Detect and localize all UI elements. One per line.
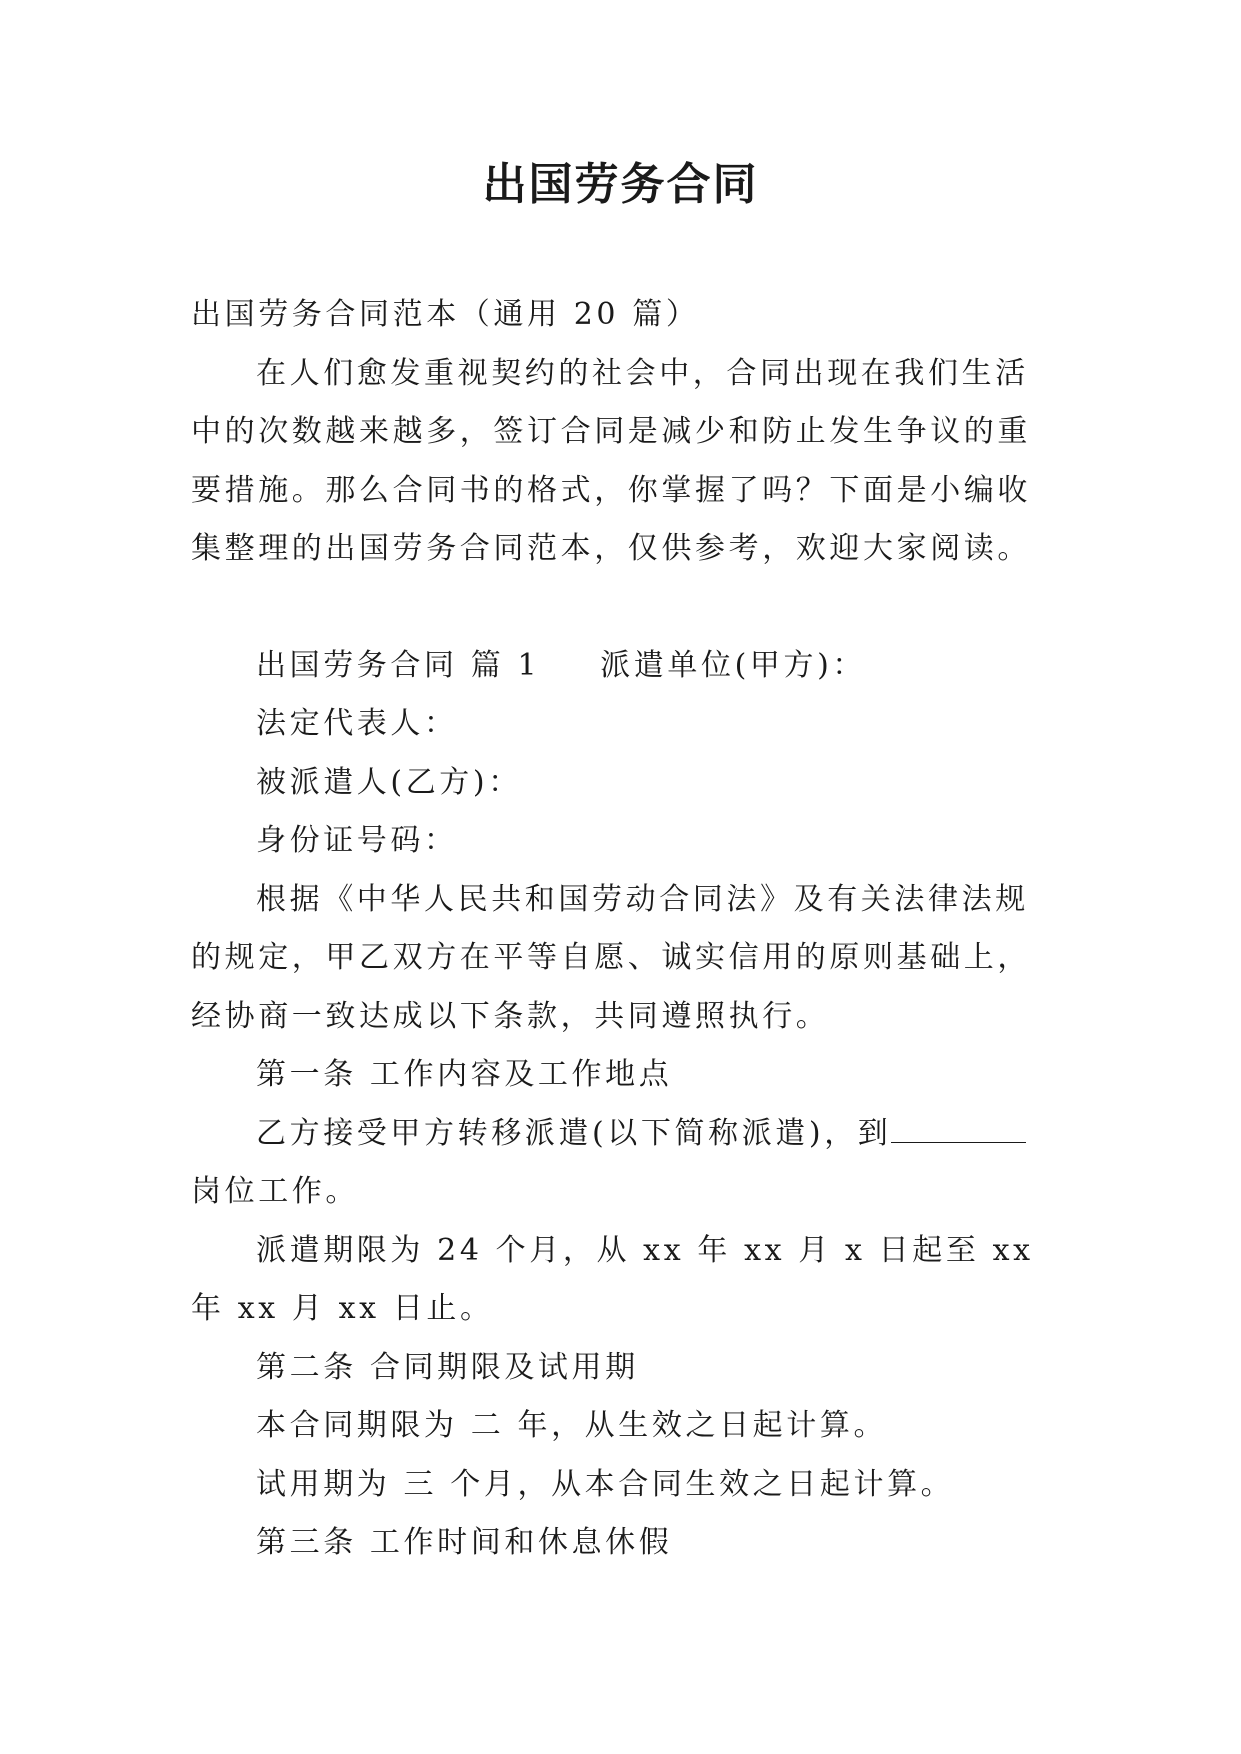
party-b-label: 被派遣人(乙方)： <box>256 764 522 800</box>
article1-title: 第一条 工作内容及工作地点 <box>256 1057 673 1092</box>
preamble-paragraph: 根据《中华人民共和国劳动合同法》及有关法律法规的规定，甲乙双方在平等自愿、诚实信用的原则基础上，经协商一致达成以下条款，共同遵照执行。 <box>191 881 1031 1034</box>
article1-paragraph <box>191 1105 1051 1222</box>
article1-text-before: 乙方接受甲方转移派遣(以下简称派遣)，到 <box>256 1115 892 1151</box>
paragraph-gap <box>191 579 1051 637</box>
legal-rep-label: 法定代表人： <box>256 706 458 741</box>
probation-paragraph: 试用期为 三 个月，从本合同生效之日起计算。 <box>256 1466 955 1502</box>
article3-title: 第三条 工作时间和休息休假 <box>256 1525 673 1560</box>
dispatch-period-paragraph: 派遣期限为 24 个月，从 xx 年 xx 月 x 日起至 xx 年 xx 月 xx 日止。 <box>191 1232 1034 1326</box>
contract-term-paragraph: 本合同期限为 二 年，从生效之日起计算。 <box>256 1408 888 1443</box>
fill-in-blank <box>891 1112 1026 1143</box>
article1-text-after: 岗位工作。 <box>191 1174 359 1209</box>
document-subtitle: 出国劳务合同范本（通用 20 篇） <box>191 297 700 332</box>
document-body <box>191 286 1051 1573</box>
intro-paragraph: 在人们愈发重视契约的社会中，合同出现在我们生活中的次数越来越多，签订合同是减少和防止发生争议的重要措施。那么合同书的格式，你掌握了吗？下面是小编收集整理的出国劳务合同范本，仅供参考，欢迎大家阅读。 <box>191 355 1031 566</box>
section-heading-line <box>191 637 1051 696</box>
article2-title: 第二条 合同期限及试用期 <box>256 1349 639 1385</box>
id-number-label: 身份证号码： <box>256 823 458 858</box>
section-heading: 出国劳务合同 篇 1 <box>256 647 541 683</box>
party-a-label: 派遣单位(甲方)： <box>600 647 866 683</box>
document-title: 出国劳务合同 <box>482 159 759 210</box>
